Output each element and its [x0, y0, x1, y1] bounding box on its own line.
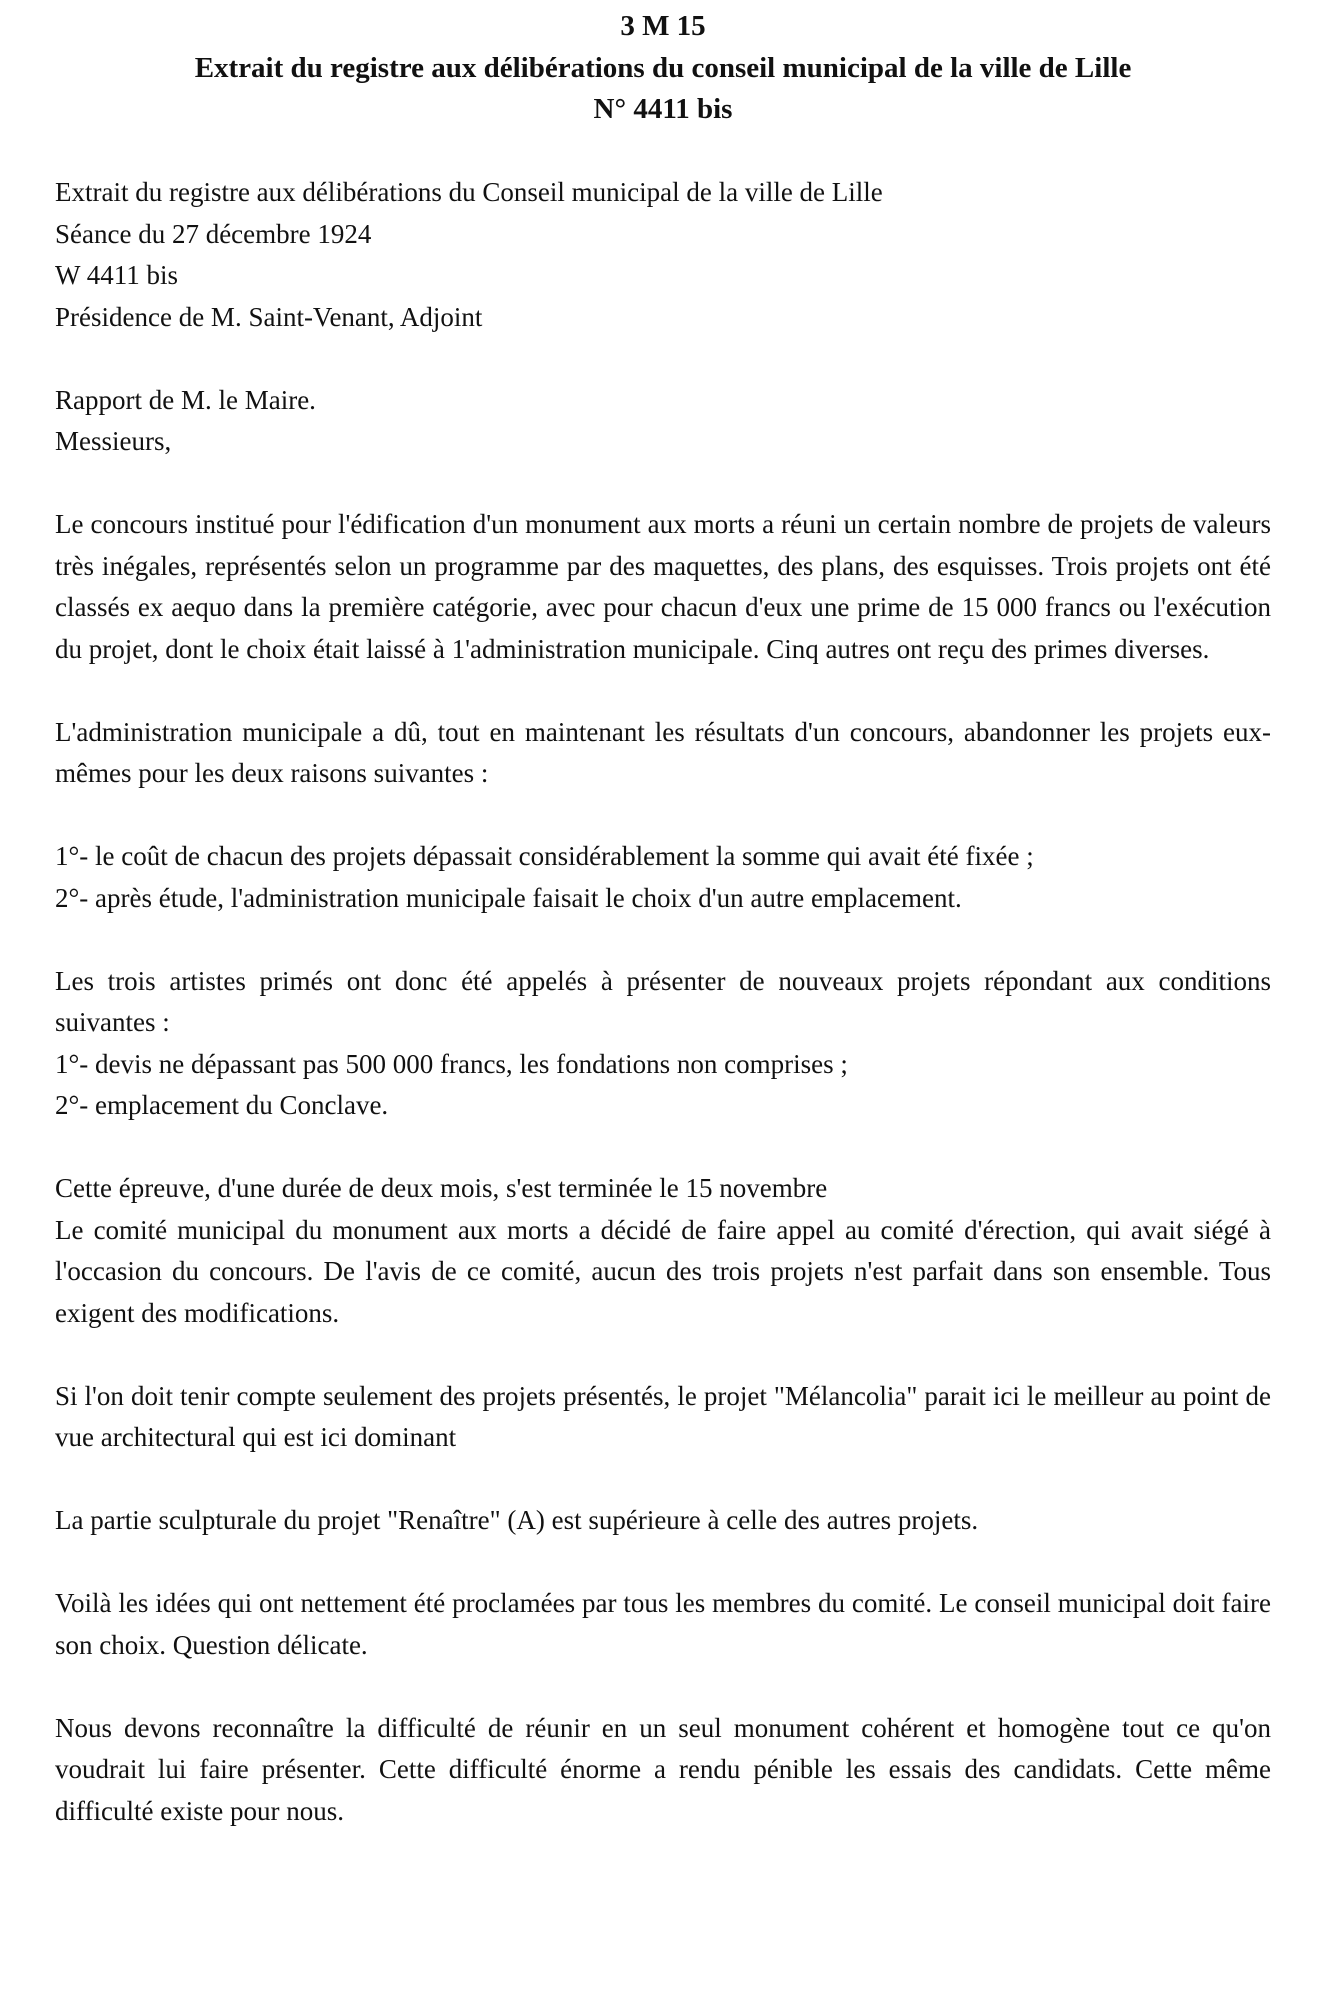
paragraph-renaitre: [55, 1500, 1271, 1542]
paragraph-administration: [55, 712, 1271, 795]
paragraph-line-comite: Le comité municipal du monument aux morts a décidé de faire appel au comité d'érection, qui avait siégé à l'occasion du concours. De l'avis de ce comité, aucun des trois projets n'est parfait dans son ensemble. Tous exigent des modifications.: [55, 1214, 1271, 1328]
doc-heading: Extrait du registre aux délibérations du conseil municipal de la ville de Lille: [194, 51, 1132, 84]
paragraph-voila: [55, 1583, 1271, 1666]
paragraph-difficulte: [55, 1708, 1271, 1833]
list-item-2: 2°- emplacement du Conclave.: [55, 1090, 389, 1120]
paragraph-text: La partie sculpturale du projet "Renaître" (A) est supérieure à celle des autres projets.: [55, 1505, 979, 1535]
title-block: [55, 6, 1271, 131]
list-raisons: [55, 836, 1271, 919]
paragraph-text: Voilà les idées qui ont nettement été proclamées par tous les membres du comité. Le conseil municipal doit faire son choix. Question délicate.: [55, 1588, 1271, 1660]
paragraph-epreuve-comite: [55, 1168, 1271, 1334]
list-item-1: 1°- le coût de chacun des projets dépassait considérablement la somme qui avait été fixée ;: [55, 841, 1034, 871]
list-item-2: 2°- après étude, l'administration municipale faisait le choix d'un autre emplacement.: [55, 882, 962, 913]
paragraph-concours: [55, 504, 1271, 670]
header-line-extrait: Extrait du registre aux délibérations du Conseil municipal de la ville de Lille: [55, 177, 883, 207]
paragraph-text: Nous devons reconnaître la difficulté de réunir en un seul monument cohérent et homogène tout ce qu'on voudrait lui faire présenter. Cette difficulté énorme a rendu pénible les essais des candidats. Cette même difficulté existe pour nous.: [55, 1712, 1271, 1826]
paragraph-melancolia: [55, 1376, 1271, 1459]
header-block: [55, 172, 1271, 338]
intro-block: [55, 380, 1271, 463]
paragraph-text: Le concours institué pour l'édification d'un monument aux morts a réuni un certain nombre de projets de valeurs très inégales, représentés selon un programme par des maquettes, des plans, des esquisses. Trois projets ont été classés ex aequo dans la première catégorie, avec pour chacun d'eux une prime de 15 000 francs ou l'exécution du projet, dont le choix était laissé à 1'administration municipale. Cinq autres ont reçu des primes diverses.: [55, 509, 1271, 664]
doc-number: N° 4411 bis: [593, 93, 733, 125]
header-line-presidence: Présidence de M. Saint-Venant, Adjoint: [55, 301, 483, 332]
paragraph-text: Si l'on doit tenir compte seulement des projets présentés, le projet "Mélancolia" parait ici le meilleur au point de vue architectural qui est ici dominant: [55, 1380, 1271, 1452]
header-line-numero: W 4411 bis: [55, 260, 179, 290]
intro-salutation: Messieurs,: [55, 426, 172, 456]
paragraph-text: L'administration municipale a dû, tout en maintenant les résultats d'un concours, abandonner les projets eux-mêmes pour les deux raisons suivantes :: [55, 716, 1271, 788]
doc-code: 3 M 15: [620, 10, 706, 42]
paragraph-artistes-conditions: [55, 961, 1271, 1127]
intro-rapport: Rapport de M. le Maire.: [55, 384, 316, 415]
paragraph-line-epreuve: Cette épreuve, d'une durée de deux mois, s'est terminée le 15 novembre: [55, 1173, 828, 1203]
header-line-seance: Séance du 27 décembre 1924: [55, 218, 372, 249]
paragraph-text: Les trois artistes primés ont donc été appelés à présenter de nouveaux projets répondant aux conditions suivantes :: [55, 965, 1271, 1037]
list-item-1: 1°- devis ne dépassant pas 500 000 francs, les fondations non comprises ;: [55, 1048, 848, 1079]
